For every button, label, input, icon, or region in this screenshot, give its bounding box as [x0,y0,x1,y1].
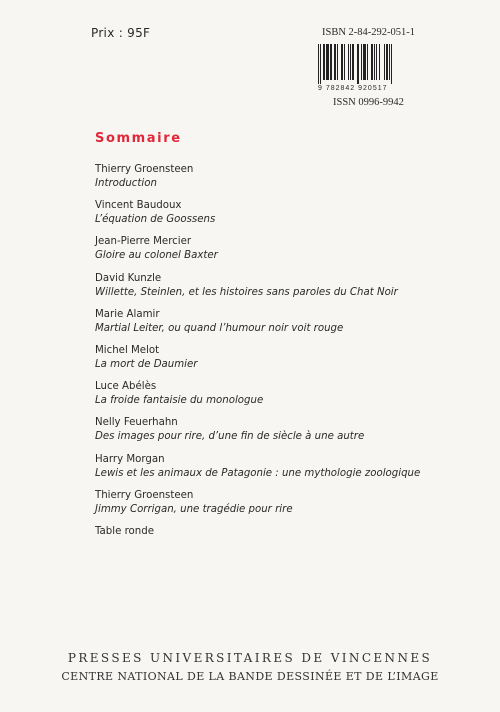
toc-title: Gloire au colonel Baxter [95,250,218,262]
toc-title: La mort de Daumier [95,358,198,370]
publisher-coeditor: CENTRE NATIONAL DE LA BANDE DESSINÉE ET DE L’IMAGE [61,670,439,683]
toc-entry [95,199,425,227]
sommaire-title: Sommaire [95,131,182,146]
toc-author: Thierry Groensteen [95,164,194,175]
toc-entry [95,453,425,481]
price-label: Prix : 95F [91,26,151,40]
toc-entry [95,308,425,336]
barcode-gap [392,44,393,80]
toc-author: Vincent Baudoux [95,200,182,212]
toc-author: Luce Abélès [95,381,157,393]
issn-label: ISSN 0996-9942 [333,97,404,108]
toc-entry [95,489,425,517]
toc-entry [95,163,425,191]
toc-title: Martial Leiter, ou quand l’humour noir voit rouge [95,322,344,334]
barcode [318,44,426,92]
toc-title: Introduction [95,178,157,189]
toc-author: David Kunzle [95,272,162,284]
toc-author: Nelly Feuerhahn [95,417,178,429]
toc-title: Lewis et les animaux de Patagonie : une mythologie zoologique [95,467,421,479]
toc-entry [95,235,425,263]
publisher-name: PRESSES UNIVERSITAIRES DE VINCENNES [67,651,433,665]
isbn-label: ISBN 2-84-292-051-1 [322,27,416,38]
toc-title: Jimmy Corrigan, une tragédie pour rire [95,503,293,515]
toc-entry [95,272,425,300]
table-of-contents [95,163,425,539]
toc-title: L’équation de Goossens [95,214,216,226]
barcode-bars [318,44,426,84]
toc-author: Marie Alamir [95,308,160,320]
toc-author: Harry Morgan [95,453,165,465]
toc-author: Michel Melot [95,344,160,356]
toc-author: Jean-Pierre Mercier [95,236,192,248]
toc-title: Willette, Steinlen, et les histoires sans paroles du Chat Noir [95,286,398,298]
toc-entry [95,344,425,372]
barcode-digits: 9 782842 920517 [318,85,388,92]
toc-table-ronde: Table ronde [95,525,154,537]
toc-title: Des images pour rire, d’une fin de siècle à une autre [95,431,365,443]
toc-title: La froide fantaisie du monologue [95,395,264,407]
toc-entry [95,380,425,408]
toc-entry [95,416,425,444]
toc-author: Thierry Groensteen [95,489,194,501]
